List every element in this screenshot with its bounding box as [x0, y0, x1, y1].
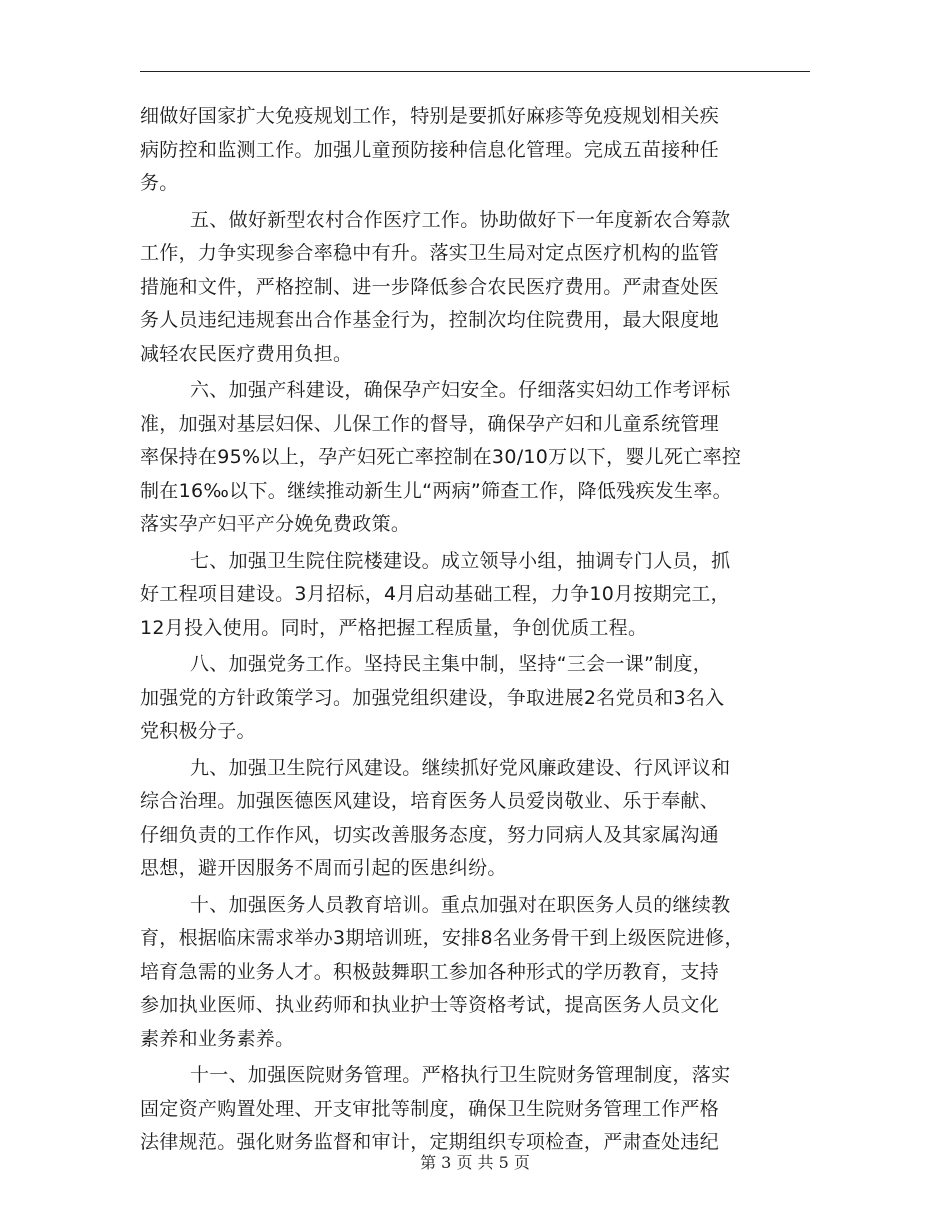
text-line: 五、做好新型农村合作医疗工作。协助做好下一年度新农合筹款 [190, 208, 731, 231]
text-line: 党积极分子。 [140, 720, 256, 742]
text-line: 八、加强党务工作。坚持民主集中制，坚持“三会一课”制度， [190, 653, 713, 675]
page-footer [0, 1150, 950, 1173]
text-line: 仔细负责的工作作风，切实改善服务态度，努力同病人及其家属沟通 [140, 823, 720, 846]
text-line: 措施和文件，严格控制、进一步降低参合农民医疗费用。严肃查处医 [140, 275, 720, 298]
text-line: 培育急需的业务人才。积极鼓舞职工参加各种形式的学历教育，支持 [140, 960, 720, 983]
text-line: 思想，避开因服务不周而引起的医患纠纷。 [140, 857, 507, 879]
text-line: 好工程项目建设。3月招标，4月启动基础工程，力争10月按期完工， [140, 583, 730, 605]
paragraph [140, 1059, 812, 1160]
text-line: 固定资产购置处理、开支审批等制度，确保卫生院财务管理工作严格 [140, 1097, 720, 1120]
header-rule [140, 71, 810, 72]
paragraph [140, 204, 812, 372]
text-line: 制在16‰以下。继续推动新生儿“两病”筛查工作，降低残疾发生率。 [140, 479, 732, 502]
text-line: 务。 [140, 172, 179, 194]
text-line: 加强党的方针政策学习。加强党组织建设，争取进展2名党员和3名入 [140, 686, 725, 709]
page-number-label: 第 3 页 共 5 页 [420, 1153, 530, 1172]
text-line: 九、加强卫生院行风建设。继续抓好党风廉政建设、行风评议和 [190, 756, 731, 779]
paragraph [140, 545, 812, 646]
text-line: 六、加强产科建设，确保孕产妇安全。仔细落实妇幼工作考评标 [190, 379, 731, 401]
paragraph [140, 889, 812, 1057]
text-line: 素养和业务素养。 [140, 1027, 295, 1050]
text-line: 法律规范。强化财务监督和审计，定期组织专项检查，严肃查处违纪 [140, 1131, 720, 1153]
text-line: 参加执业医师、执业药师和执业护士等资格考试，提高医务人员文化 [140, 994, 720, 1016]
text-line: 工作，力争实现参合率稳中有升。落实卫生局对定点医疗机构的监管 [140, 242, 720, 264]
text-line: 十、加强医务人员教育培训。重点加强对在职医务人员的继续教 [190, 893, 731, 916]
document-body [140, 100, 812, 1163]
text-line: 准，加强对基层妇保、儿保工作的督导，确保孕产妇和儿童系统管理 [140, 412, 720, 435]
text-line: 12月投入使用。同时，严格把握工程质量，争创优质工程。 [140, 616, 648, 639]
text-line: 病防控和监测工作。加强儿童预防接种信息化管理。完成五苗接种任 [140, 138, 720, 161]
paragraph [140, 100, 812, 201]
text-line: 育，根据临床需求举办3期培训班，安排8名业务骨干到上级医院进修， [140, 927, 744, 949]
text-line: 落实孕产妇平产分娩免费政策。 [140, 513, 411, 535]
text-line: 务人员违纪违规套出合作基金行为，控制次均住院费用，最大限度地 [140, 309, 720, 331]
paragraph [140, 374, 812, 542]
paragraph [140, 752, 812, 886]
text-line: 细做好国家扩大免疫规划工作，特别是要抓好麻疹等免疫规划相关疾 [140, 105, 720, 127]
paragraph [140, 648, 812, 749]
text-line: 综合治理。加强医德医风建设，培育医务人员爱岗敬业、乐于奉献、 [140, 790, 720, 812]
text-line: 率保持在95%以上，孕产妇死亡率控制在30/10万以下，婴儿死亡率控 [140, 446, 742, 468]
text-line: 七、加强卫生院住院楼建设。成立领导小组，抽调专门人员，抓 [190, 549, 731, 572]
text-line: 十一、加强医院财务管理。严格执行卫生院财务管理制度，落实 [190, 1064, 731, 1086]
text-line: 减轻农民医疗费用负担。 [140, 342, 353, 365]
